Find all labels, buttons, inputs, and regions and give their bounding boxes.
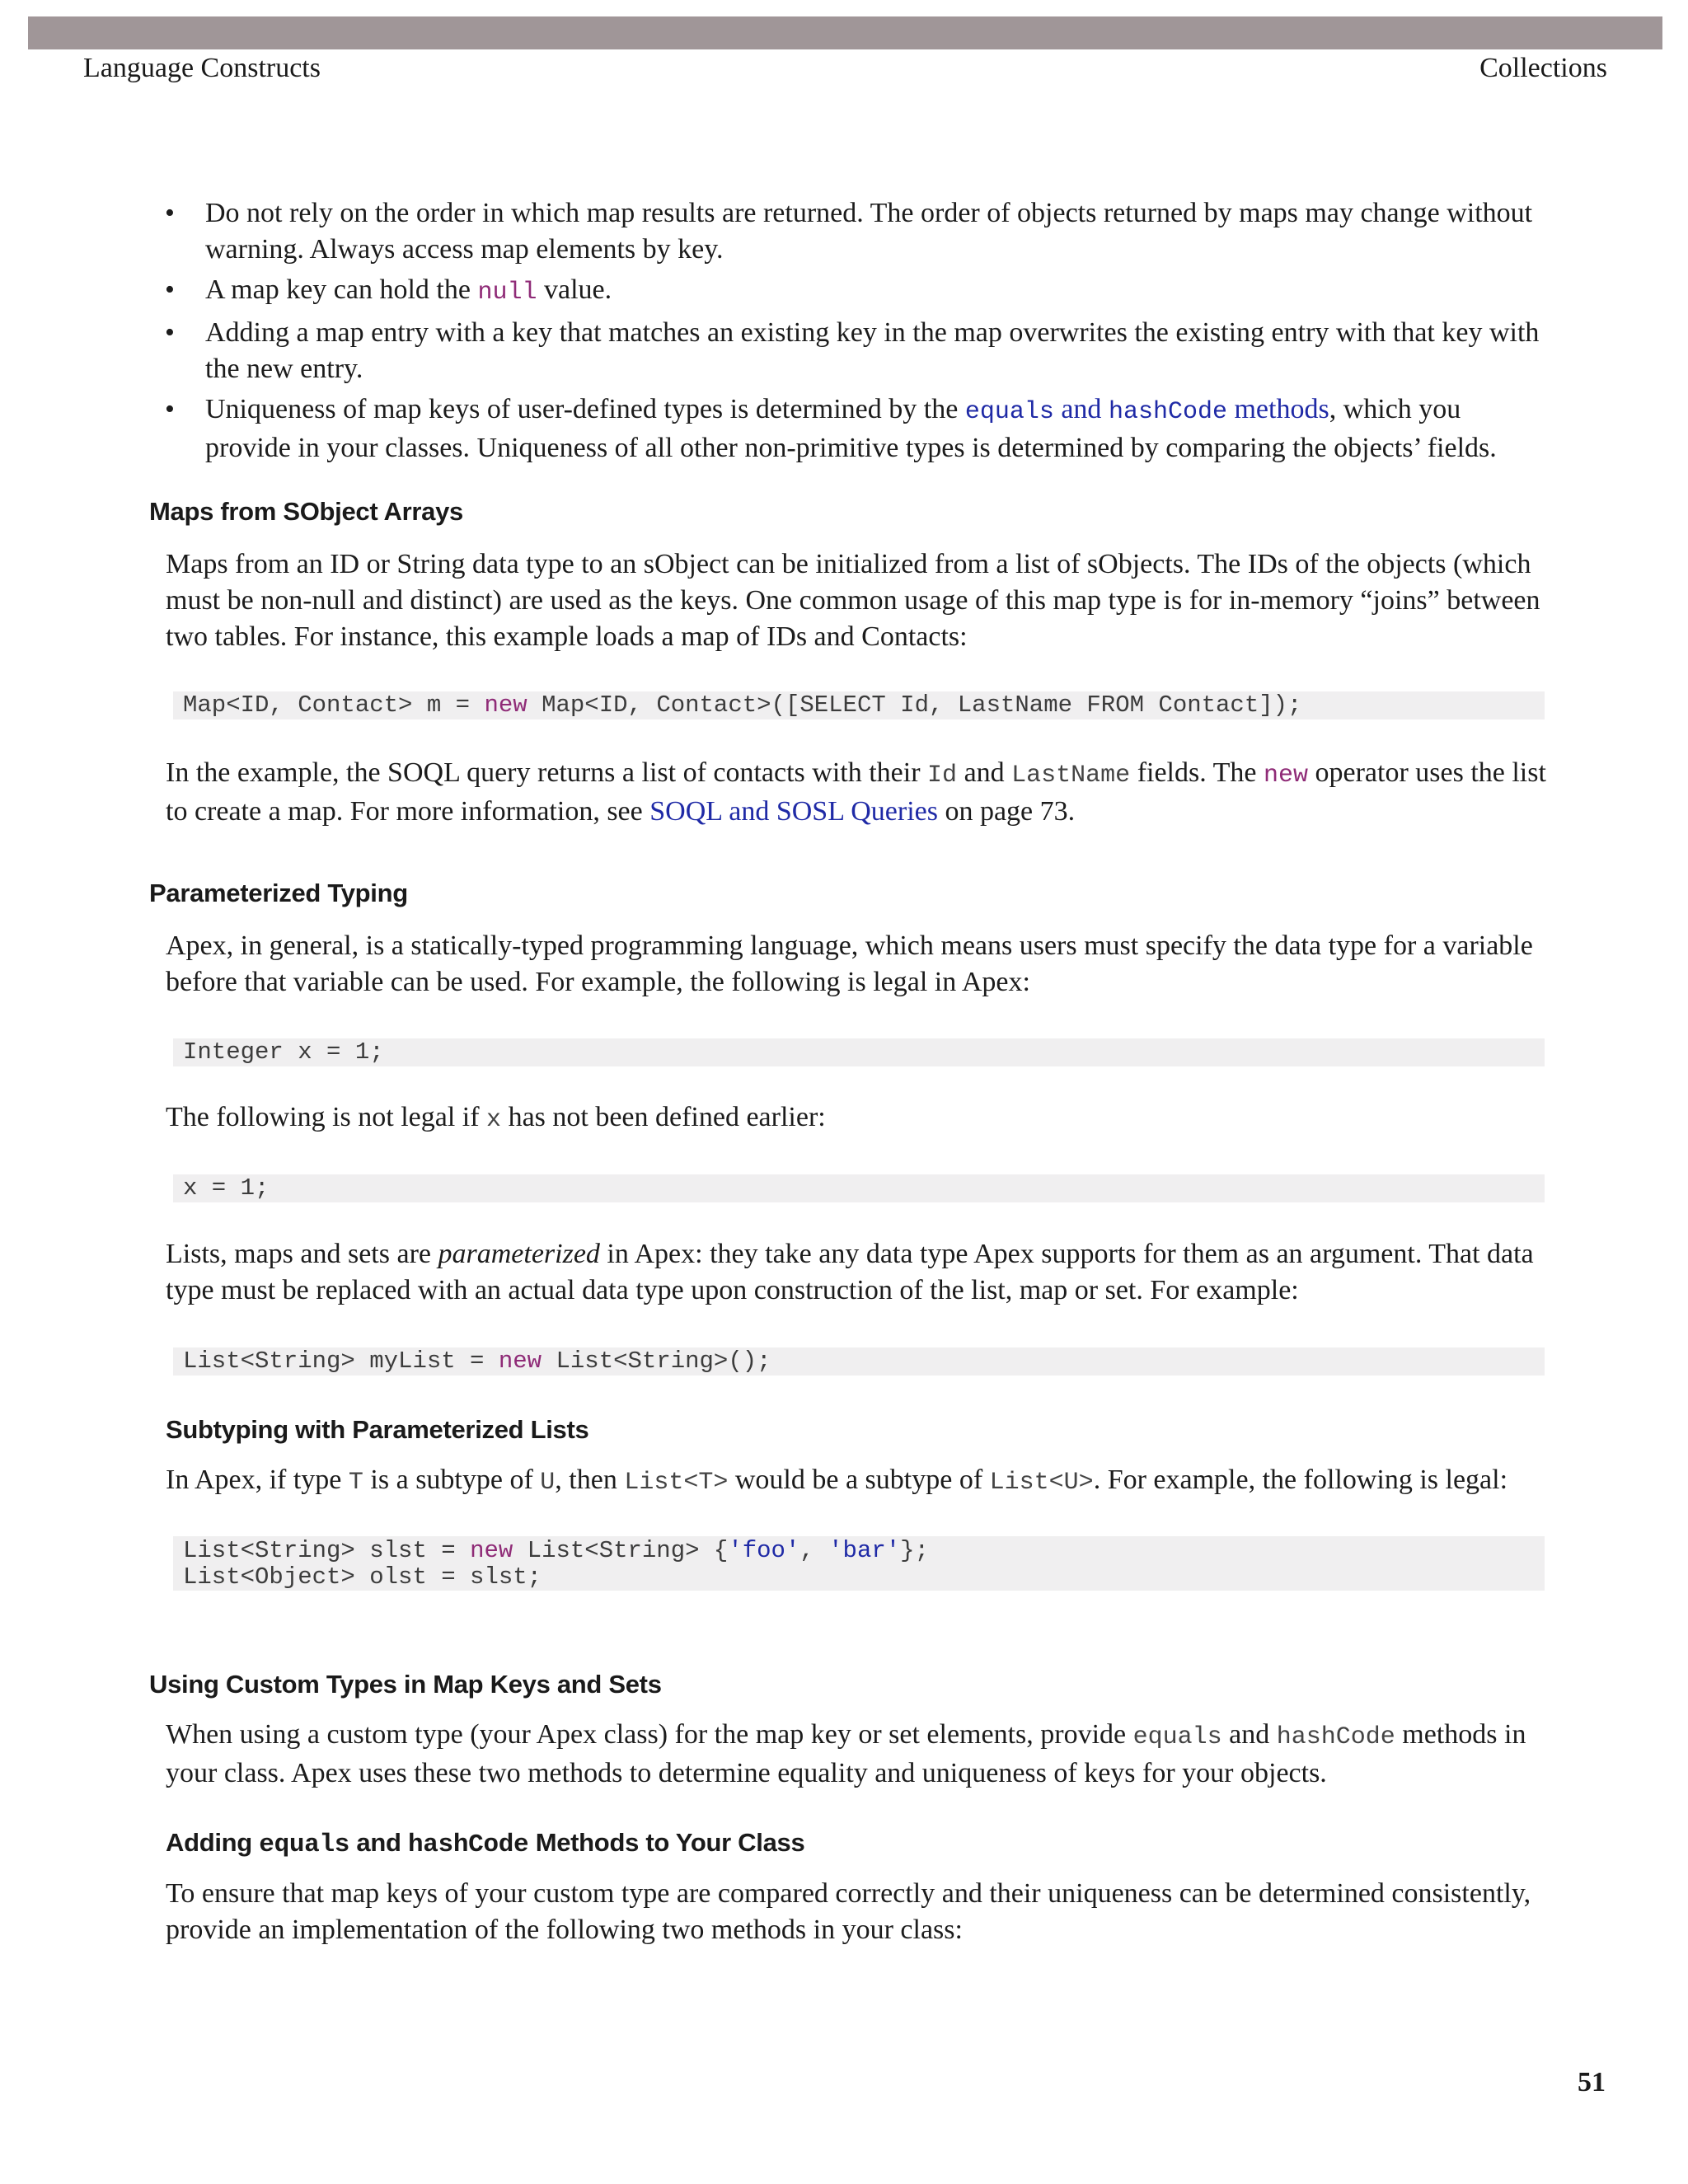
link-text: methods [1226, 394, 1329, 424]
header-section-title: Language Constructs [83, 53, 321, 83]
code-block [173, 1347, 1545, 1376]
subsection-heading-adding-equals-hashcode [166, 1828, 804, 1859]
code-keyword: new [484, 691, 528, 719]
header-bar [28, 16, 1662, 49]
code-keyword: new [470, 1537, 513, 1564]
inline-code: hashCode [1108, 398, 1227, 426]
paragraph [166, 1717, 1550, 1792]
text: The following is not legal if [166, 1102, 487, 1132]
text: on page 73. [937, 796, 1076, 827]
text: . For example, the following is legal: [1093, 1465, 1508, 1495]
heading-text: and [349, 1828, 408, 1857]
inline-code: List<T> [624, 1469, 729, 1497]
code-block [173, 1536, 1545, 1591]
code-block: x = 1; [173, 1174, 1545, 1202]
section-heading-maps-from-sobject-arrays: Maps from SObject Arrays [149, 497, 463, 526]
list-item-text: Adding a map entry with a key that matches an existing key in the map overwrites the existing entry with that key with the new entry. [205, 317, 1540, 384]
list-item-text: value. [537, 274, 612, 305]
paragraph: Apex, in general, is a statically-typed programming language, which means users must specify the data type for a variable before that variable can be used. For example, the following is legal in Apex: [166, 930, 1533, 997]
paragraph: To ensure that map keys of your custom type are compared correctly and their uniqueness can be determined consistently, provide an implementation of the following two methods in your class: [166, 1878, 1531, 1945]
heading-text: Methods to Your Class [528, 1828, 805, 1857]
text: in Apex: they take any data type Apex supports for them as an argument. That data type must be replaced with an actual data type upon construction of the list, map or set. For example: [166, 1239, 1534, 1305]
code-text: }; [900, 1537, 929, 1564]
bullet-icon: • [165, 394, 175, 424]
paragraph [166, 1236, 1550, 1309]
bullet-icon: • [165, 274, 175, 305]
code-text: List<String>(); [542, 1347, 771, 1375]
text: In Apex, if type [166, 1465, 349, 1495]
header-chapter-title: Collections [1479, 53, 1607, 83]
inline-code: null [477, 279, 537, 307]
text: and [1221, 1719, 1277, 1750]
equals-hashcode-link[interactable] [965, 394, 1329, 424]
paragraph: Maps from an ID or String data type to an sObject can be initialized from a list of sObjects. The IDs of the objects (which must be non-null and distinct) are used as the keys. One common usage of this map type is for in-memory “joins” between two tables. For instance, this example loads a map of IDs and Contacts: [166, 549, 1540, 652]
code-line [183, 1538, 1535, 1564]
paragraph [166, 1099, 1550, 1138]
page-number: 51 [1578, 2067, 1606, 2097]
code-text: List<String> slst = [183, 1537, 471, 1564]
list-item-text: Do not rely on the order in which map results are returned. The order of objects returned by maps may change without warning. Always access map elements by key. [205, 198, 1533, 265]
code-text: , [799, 1537, 829, 1564]
text: When using a custom type (your Apex class) for the map key or set elements, provide [166, 1719, 1133, 1750]
inline-code: T [348, 1469, 363, 1497]
inline-code: U [540, 1469, 556, 1497]
subsection-heading-subtyping: Subtyping with Parameterized Lists [166, 1415, 589, 1444]
list-item [165, 272, 1550, 311]
code-block: Integer x = 1; [173, 1038, 1545, 1066]
code-text: List<String> myList = [183, 1347, 499, 1375]
heading-code: equals [259, 1830, 350, 1859]
inline-code: Id [927, 762, 958, 790]
section-heading-custom-types: Using Custom Types in Map Keys and Sets [149, 1670, 662, 1699]
inline-code: List<U> [989, 1469, 1094, 1497]
code-string: 'bar' [828, 1537, 901, 1564]
code-text: Map<ID, Contact> m = [183, 691, 485, 719]
list-item-text: , which you provide in your classes. Uniqueness of all other non-primitive types is determined by comparing the objects’ fields. [205, 394, 1497, 463]
map-considerations-list [165, 195, 1550, 471]
list-item [165, 315, 1550, 387]
text: has not been defined earlier: [501, 1102, 826, 1132]
inline-code: LastName [1011, 762, 1131, 790]
inline-code: hashCode [1276, 1723, 1395, 1751]
text: , then [555, 1465, 625, 1495]
list-item [165, 391, 1550, 466]
code-line: List<Object> olst = slst; [183, 1563, 542, 1591]
inline-code: equals [964, 398, 1054, 426]
text: is a subtype of [363, 1465, 541, 1495]
text: Lists, maps and sets are [166, 1239, 438, 1269]
bullet-icon: • [165, 198, 175, 228]
text: and [957, 757, 1012, 788]
code-text: Map<ID, Contact>([SELECT Id, LastName FROM Contact]); [527, 691, 1302, 719]
text: operator uses the list to create a map. For more information, see [166, 757, 1546, 827]
inline-code: new [1263, 762, 1308, 790]
link-text: and [1053, 394, 1109, 424]
inline-code: x [486, 1106, 502, 1134]
code-string: 'foo' [728, 1537, 800, 1564]
text: methods in your class. Apex uses these two methods to determine equality and uniqueness of keys for your objects. [166, 1719, 1526, 1788]
list-item-text: A map key can hold the [205, 274, 478, 305]
bullet-icon: • [165, 317, 175, 348]
inline-code: equals [1132, 1723, 1222, 1751]
heading-text: Adding [166, 1828, 260, 1857]
soql-sosl-queries-link[interactable]: SOQL and SOSL Queries [649, 796, 938, 827]
list-item-text: Uniqueness of map keys of user-defined types is determined by the [205, 394, 965, 424]
text: fields. The [1130, 757, 1264, 788]
text: would be a subtype of [728, 1465, 990, 1495]
list-item [165, 195, 1550, 268]
paragraph [166, 755, 1550, 830]
code-block [173, 691, 1545, 719]
paragraph [166, 1462, 1550, 1501]
heading-code: hashCode [407, 1830, 529, 1859]
emphasis-text: parameterized [438, 1239, 600, 1269]
code-text: List<String> { [513, 1537, 729, 1564]
section-heading-parameterized-typing: Parameterized Typing [149, 879, 408, 907]
text: In the example, the SOQL query returns a list of contacts with their [166, 757, 928, 788]
code-keyword: new [498, 1347, 542, 1375]
